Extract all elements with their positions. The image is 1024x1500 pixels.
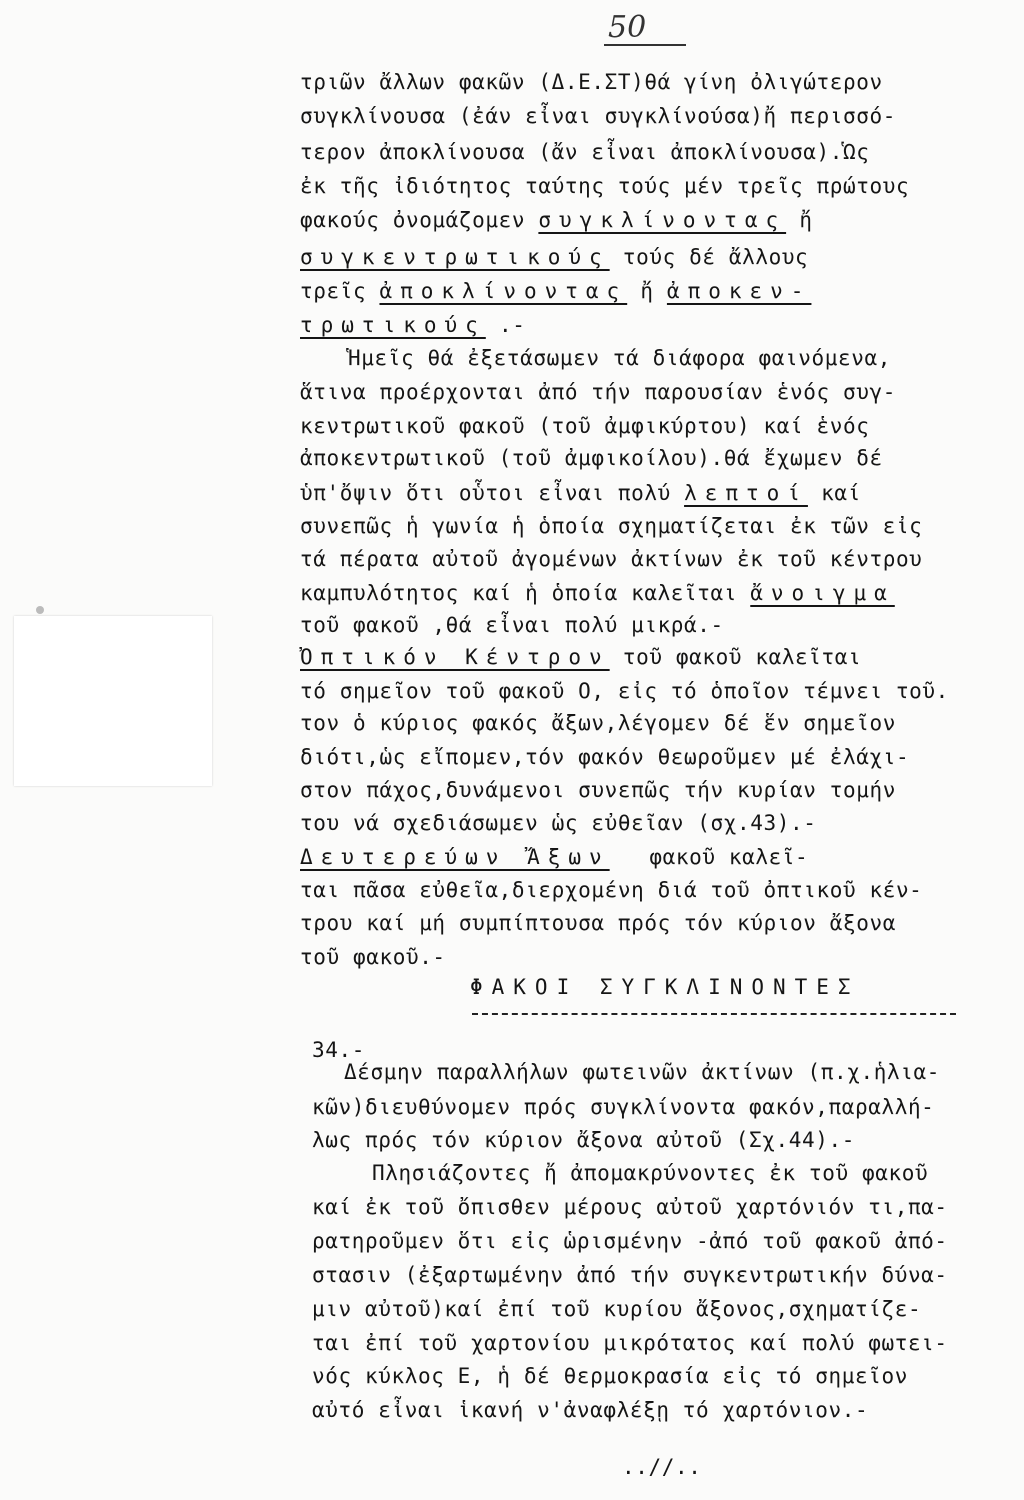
body-text-line <box>300 581 895 605</box>
text-run: ἤ <box>627 279 667 303</box>
section-text-line: καί ἐκ τοῦ ὄπισθεν μέρους αὐτοῦ χαρτόνιόν τι,πα- <box>312 1195 948 1219</box>
body-text-line <box>300 481 861 505</box>
emphasized-term: συγκλίνοντας <box>538 208 787 232</box>
emphasized-term: συγκεντρωτικούς <box>300 245 610 269</box>
body-text-line: Ἡμεῖς θά ἐξετάσωμεν τά διάφορα φαινόμενα, <box>348 346 891 370</box>
section-text-line: ται ἐπί τοῦ χαρτονίου μικρότατος καί πολύ φωτει- <box>312 1331 948 1355</box>
body-text-line: τά πέρατα αὐτοῦ ἀγομένων ἀκτίνων ἐκ τοῦ κέντρου <box>300 547 923 571</box>
emphasized-term: Δευτερεύων Ἄξων <box>300 845 610 869</box>
page-footer: ..//.. <box>622 1455 702 1479</box>
emphasized-term: τρωτικούς <box>300 313 486 337</box>
section-text-line: ρατηροῦμεν ὅτι εἰς ὡρισμένην -ἀπό τοῦ φακοῦ ἀπό- <box>312 1229 948 1253</box>
text-run: τρεῖς <box>300 279 380 303</box>
body-text-line <box>300 313 526 337</box>
text-run: φακούς ὀνομάζομεν <box>300 208 539 232</box>
body-text-line: διότι,ὡς εἴπομεν,τόν φακόν θεωροῦμεν μέ ἐλάχι- <box>300 745 910 769</box>
body-text-line <box>300 208 813 232</box>
body-text-line: τερον ἀποκλίνουσα (ἄν εἶναι ἀποκλίνουσα).Ὡς <box>300 140 870 164</box>
body-text-line: τοῦ φακοῦ.- <box>300 945 446 969</box>
text-run: τούς δέ ἄλλους <box>609 245 809 269</box>
body-text-line: στον πάχος,δυνάμενοι συνεπῶς τήν κυρίαν τομήν <box>300 778 896 802</box>
text-run: ὑπ'ὄψιν ὅτι οὗτοι εἶναι πολύ <box>300 481 685 505</box>
body-text-line: τρου καί μή συμπίπτουσα πρός τόν κύριον ἄξονα <box>300 911 896 935</box>
body-text-line: τοῦ φακοῦ ,θά εἶναι πολύ μικρά.- <box>300 613 724 637</box>
text-run: φακοῦ καλεῖ- <box>609 845 809 869</box>
heading-dashed-rule <box>472 1013 956 1015</box>
body-text-line <box>300 845 808 869</box>
paper-slip <box>14 616 212 786</box>
emphasized-term: ἀποκεν- <box>666 279 812 303</box>
body-text-line: ἀποκεντρωτικοῦ (τοῦ ἀμφικοίλου).θά ἔχωμεν δέ <box>300 446 883 470</box>
body-text-line: ἅτινα προέρχονται ἀπό τήν παρουσίαν ἑνός συγ- <box>300 380 896 404</box>
text-run: .- <box>485 313 526 337</box>
body-text-line: του νά σχεδιάσωμεν ὡς εὐθεῖαν (σχ.43).- <box>300 811 817 835</box>
emphasized-term: λεπτοί <box>684 481 808 505</box>
page-number-underline <box>604 44 686 46</box>
text-run: καμπυλότητος καί ἡ ὁποία καλεῖται <box>300 581 751 605</box>
section-text-line: νός κύκλος Ε, ἡ δέ θερμοκρασία εἰς τό σημεῖον <box>312 1364 908 1388</box>
body-text-line: συνεπῶς ἡ γωνία ἡ ὁποία σχηματίζεται ἐκ τῶν εἰς <box>300 514 923 538</box>
body-text-line <box>300 279 811 303</box>
section-text-line: 34.- <box>312 1038 365 1062</box>
body-text-line: τον ὁ κύριος φακός ἄξων,λέγομεν δέ ἕν σημεῖον <box>300 711 896 735</box>
emphasized-term: ἀποκλίνοντας <box>379 279 628 303</box>
body-text-line <box>300 645 861 669</box>
text-run: τοῦ φακοῦ καλεῖται <box>609 645 862 669</box>
body-text-line <box>300 245 808 269</box>
section-text-line: κῶν)διευθύνομεν πρός συγκλίνοντα φακόν,παραλλή- <box>312 1095 935 1119</box>
body-text-line: ται πᾶσα εὐθεῖα,διερχομένη διά τοῦ ὀπτικοῦ κέν- <box>300 878 923 902</box>
emphasized-term: Ὀπτικόν Κέντρον <box>300 645 610 669</box>
section-heading: ΦΑΚΟΙ ΣΥΓΚΛΙΝΟΝΤΕΣ <box>470 975 860 999</box>
body-text-line: τριῶν ἄλλων φακῶν (Δ.Ε.ΣΤ)θά γίνη ὀλιγώτερον <box>300 70 883 94</box>
body-text-line: κεντρωτικοῦ φακοῦ (τοῦ ἀμφικύρτου) καί ἑνός <box>300 414 870 438</box>
section-text-line: στασιν (ἐξαρτωμένην ἀπό τήν συγκεντρωτικήν δύνα- <box>312 1263 948 1287</box>
section-text-line: λως πρός τόν κύριον ἄξονα αὐτοῦ (Σχ.44).- <box>312 1128 855 1152</box>
section-text-line: Πλησιάζοντες ἤ ἀπομακρύνοντες ἐκ τοῦ φακοῦ <box>372 1161 929 1185</box>
text-run: ἤ <box>786 208 813 232</box>
body-text-line: συγκλίνουσα (ἐάν εἶναι συγκλίνούσα)ἤ περισσό- <box>300 104 896 128</box>
body-text-line: ἐκ τῆς ἰδιότητος ταύτης τούς μέν τρεῖς πρώτους <box>300 174 910 198</box>
page-number: 50 <box>608 10 647 45</box>
text-run: καί <box>807 481 861 505</box>
margin-mark <box>36 606 44 614</box>
section-text-line: μιν αὐτοῦ)καί ἐπί τοῦ κυρίου ἄξονος,σχηματίζε- <box>312 1297 922 1321</box>
body-text-line: τό σημεῖον τοῦ φακοῦ Ο, εἰς τό ὁποῖον τέμνει τοῦ. <box>300 679 949 703</box>
section-text-line: Δέσμην παραλλήλων φωτεινῶν ἀκτίνων (π.χ.ἡλια- <box>344 1060 940 1084</box>
section-text-line: αὐτό εἶναι ἱκανή ν'ἀναφλέξῃ τό χαρτόνιον.- <box>312 1398 869 1422</box>
emphasized-term: ἄνοιγμα <box>750 581 895 605</box>
